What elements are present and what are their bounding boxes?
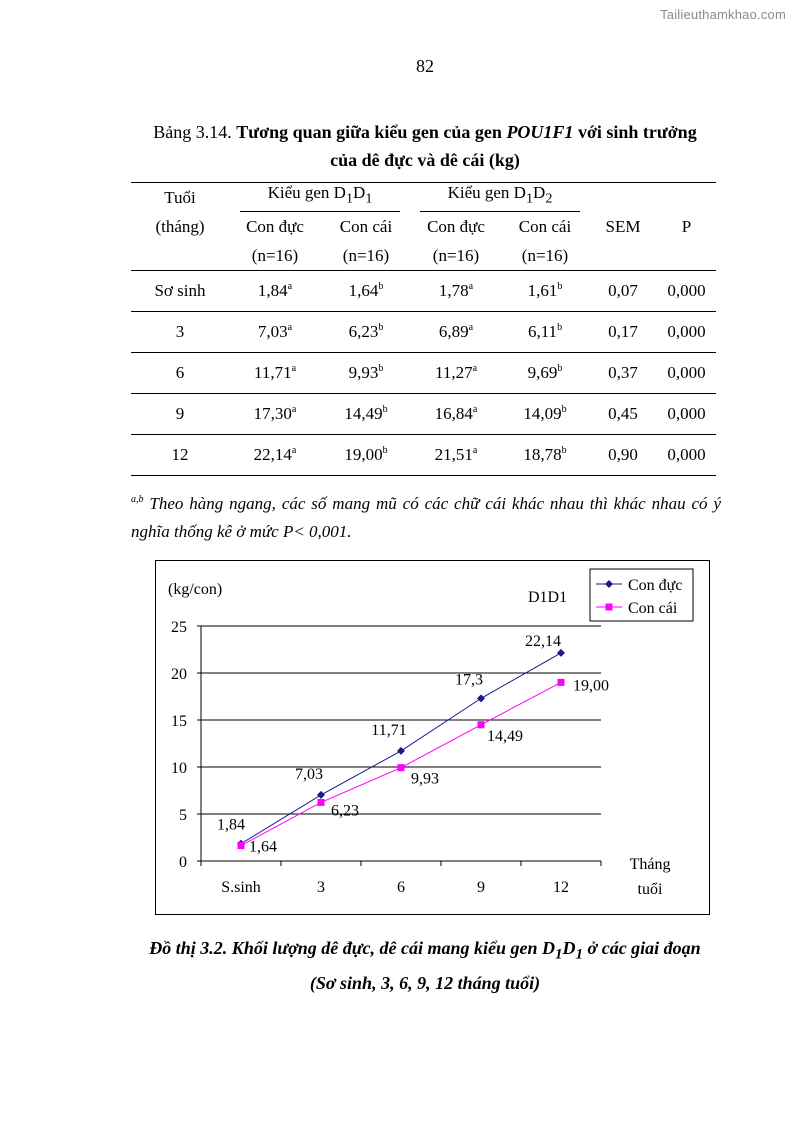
header-male-1: Con đực xyxy=(246,217,304,237)
page-number: 82 xyxy=(416,56,434,76)
y-tick-label: 10 xyxy=(171,760,187,777)
figure-caption: Đồ thị 3.2. Khối lượng dê đực, dê cái mang kiểu gen $D_1D_1$ ở các giai đoạn (Sơ sinh, 3, 6, 9, 12 tháng tuổi) xyxy=(149,938,701,993)
legend-label: Con đực xyxy=(628,577,683,594)
data-point-female xyxy=(318,799,325,806)
table-cell-p: 0,000 xyxy=(657,312,716,353)
table-cell-v2: 14,49$^b$ xyxy=(321,394,411,435)
data-label: 14,49 xyxy=(487,727,523,745)
genotype-table xyxy=(131,182,716,476)
table-cell-v2: 9,93$^b$ xyxy=(321,353,411,394)
x-tick-label: S.sinh xyxy=(221,879,261,896)
y-tick-label: 25 xyxy=(171,619,187,636)
data-label: 7,03 xyxy=(295,765,323,783)
data-point-female xyxy=(238,842,245,849)
data-point-female xyxy=(478,721,485,728)
data-label: 1,84 xyxy=(217,816,245,834)
data-label: 6,23 xyxy=(331,802,359,820)
x-tick-label: 6 xyxy=(397,879,405,896)
header-genotype-d1d2: Kiểu gen $D_1D_2$ xyxy=(411,183,589,213)
table-row xyxy=(131,353,716,394)
data-point-male xyxy=(317,791,325,799)
table-cell-age: 6 xyxy=(131,353,229,394)
caption-gene: POU1F1 xyxy=(506,122,574,142)
table-cell-v2: 1,64$^b$ xyxy=(321,271,411,312)
table-cell-v2: 19,00$^b$ xyxy=(321,435,411,476)
caption-title-2: với sinh trưởng xyxy=(577,122,697,142)
table-cell-sem: 0,45 xyxy=(589,394,657,435)
table-cell-age: 9 xyxy=(131,394,229,435)
table-cell-v1: 7,03$^a$ xyxy=(229,312,321,353)
series-line-female xyxy=(241,682,561,845)
table-cell-sem: 0,37 xyxy=(589,353,657,394)
header-age-unit: (tháng) xyxy=(155,217,205,237)
table-row xyxy=(131,394,716,435)
table-cell-v3: 6,89$^a$ xyxy=(411,312,501,353)
data-point-male xyxy=(397,747,405,755)
chart-svg xyxy=(156,561,709,914)
data-label: 9,93 xyxy=(411,770,439,788)
table-row xyxy=(131,271,716,312)
header-n: (n=16) xyxy=(342,246,390,266)
table-cell-v3: 21,51$^a$ xyxy=(411,435,501,476)
header-age: Tuổi xyxy=(164,187,196,207)
header-n: (n=16) xyxy=(432,246,480,266)
y-axis-label: (kg/con) xyxy=(168,581,223,598)
data-point-male xyxy=(557,649,565,657)
data-point-female xyxy=(398,764,405,771)
table-cell-p: 0,000 xyxy=(657,435,716,476)
table-cell-sem: 0,90 xyxy=(589,435,657,476)
legend-label: Con cái xyxy=(628,600,678,617)
x-tick-label: 12 xyxy=(553,879,569,896)
header-female-2: Con cái xyxy=(518,217,572,237)
table-cell-p: 0,000 xyxy=(657,271,716,312)
data-label: 17,3 xyxy=(455,671,483,689)
data-label: 11,71 xyxy=(371,721,407,739)
caption-prefix: Bảng 3.14. xyxy=(153,122,232,142)
table-caption xyxy=(130,118,720,174)
table-cell-sem: 0,17 xyxy=(589,312,657,353)
table-cell-v4: 14,09$^b$ xyxy=(501,394,589,435)
table-row xyxy=(131,435,716,476)
watermark: Tailieuthamkhao.com xyxy=(660,7,786,22)
data-point-male xyxy=(477,694,485,702)
header-sem: SEM xyxy=(605,216,641,236)
chart-title: D1D1 xyxy=(528,589,568,606)
table-cell-v4: 9,69$^b$ xyxy=(501,353,589,394)
table-cell-v1: 22,14$^a$ xyxy=(229,435,321,476)
x-tick-label: 3 xyxy=(317,879,325,896)
table-cell-v1: 11,71$^a$ xyxy=(229,353,321,394)
caption-title: Tương quan giữa kiểu gen của gen xyxy=(236,122,502,142)
table-cell-age: 3 xyxy=(131,312,229,353)
table-cell-sem: 0,07 xyxy=(589,271,657,312)
caption-title-3: của dê đực và dê cái (kg) xyxy=(330,150,520,170)
data-label: 22,14 xyxy=(525,632,561,650)
table-cell-v4: 6,11$^b$ xyxy=(501,312,589,353)
table-cell-p: 0,000 xyxy=(657,394,716,435)
footnote-superscript: a,b xyxy=(131,494,144,505)
x-tick-label: 9 xyxy=(477,879,485,896)
footnote-text: Theo hàng ngang, các số mang mũ có các chữ cái khác nhau thì khác nhau có ý nghĩa thống kê ở mức P< 0,001. xyxy=(131,494,721,541)
header-female-1: Con cái xyxy=(339,217,393,237)
header-male-2: Con đực xyxy=(427,217,485,237)
legend-marker-female xyxy=(606,604,613,611)
y-tick-label: 5 xyxy=(179,807,187,824)
table-cell-age: Sơ sinh xyxy=(131,271,229,312)
y-tick-label: 20 xyxy=(171,666,187,683)
table-cell-v1: 1,84$^a$ xyxy=(229,271,321,312)
y-tick-label: 15 xyxy=(171,713,187,730)
data-point-female xyxy=(558,679,565,686)
table-cell-v4: 18,78$^b$ xyxy=(501,435,589,476)
header-n: (n=16) xyxy=(521,246,569,266)
data-label: 19,00 xyxy=(573,677,609,695)
table-cell-v3: 1,78$^a$ xyxy=(411,271,501,312)
table-cell-age: 12 xyxy=(131,435,229,476)
table-row xyxy=(131,312,716,353)
table-cell-v3: 16,84$^a$ xyxy=(411,394,501,435)
weight-chart xyxy=(155,560,710,915)
table-cell-v1: 17,30$^a$ xyxy=(229,394,321,435)
header-p: P xyxy=(681,216,692,236)
y-tick-label: 0 xyxy=(179,854,187,871)
x-axis-label: tuổi xyxy=(637,881,663,898)
table-cell-v4: 1,61$^b$ xyxy=(501,271,589,312)
data-label: 1,64 xyxy=(249,838,277,856)
table-cell-v2: 6,23$^b$ xyxy=(321,312,411,353)
table-cell-v3: 11,27$^a$ xyxy=(411,353,501,394)
table-footnote xyxy=(131,490,721,546)
x-axis-label: Tháng xyxy=(629,856,671,873)
table-cell-p: 0,000 xyxy=(657,353,716,394)
header-n: (n=16) xyxy=(251,246,299,266)
header-genotype-d1d1: Kiểu gen $D_1D_1$ xyxy=(229,183,411,213)
